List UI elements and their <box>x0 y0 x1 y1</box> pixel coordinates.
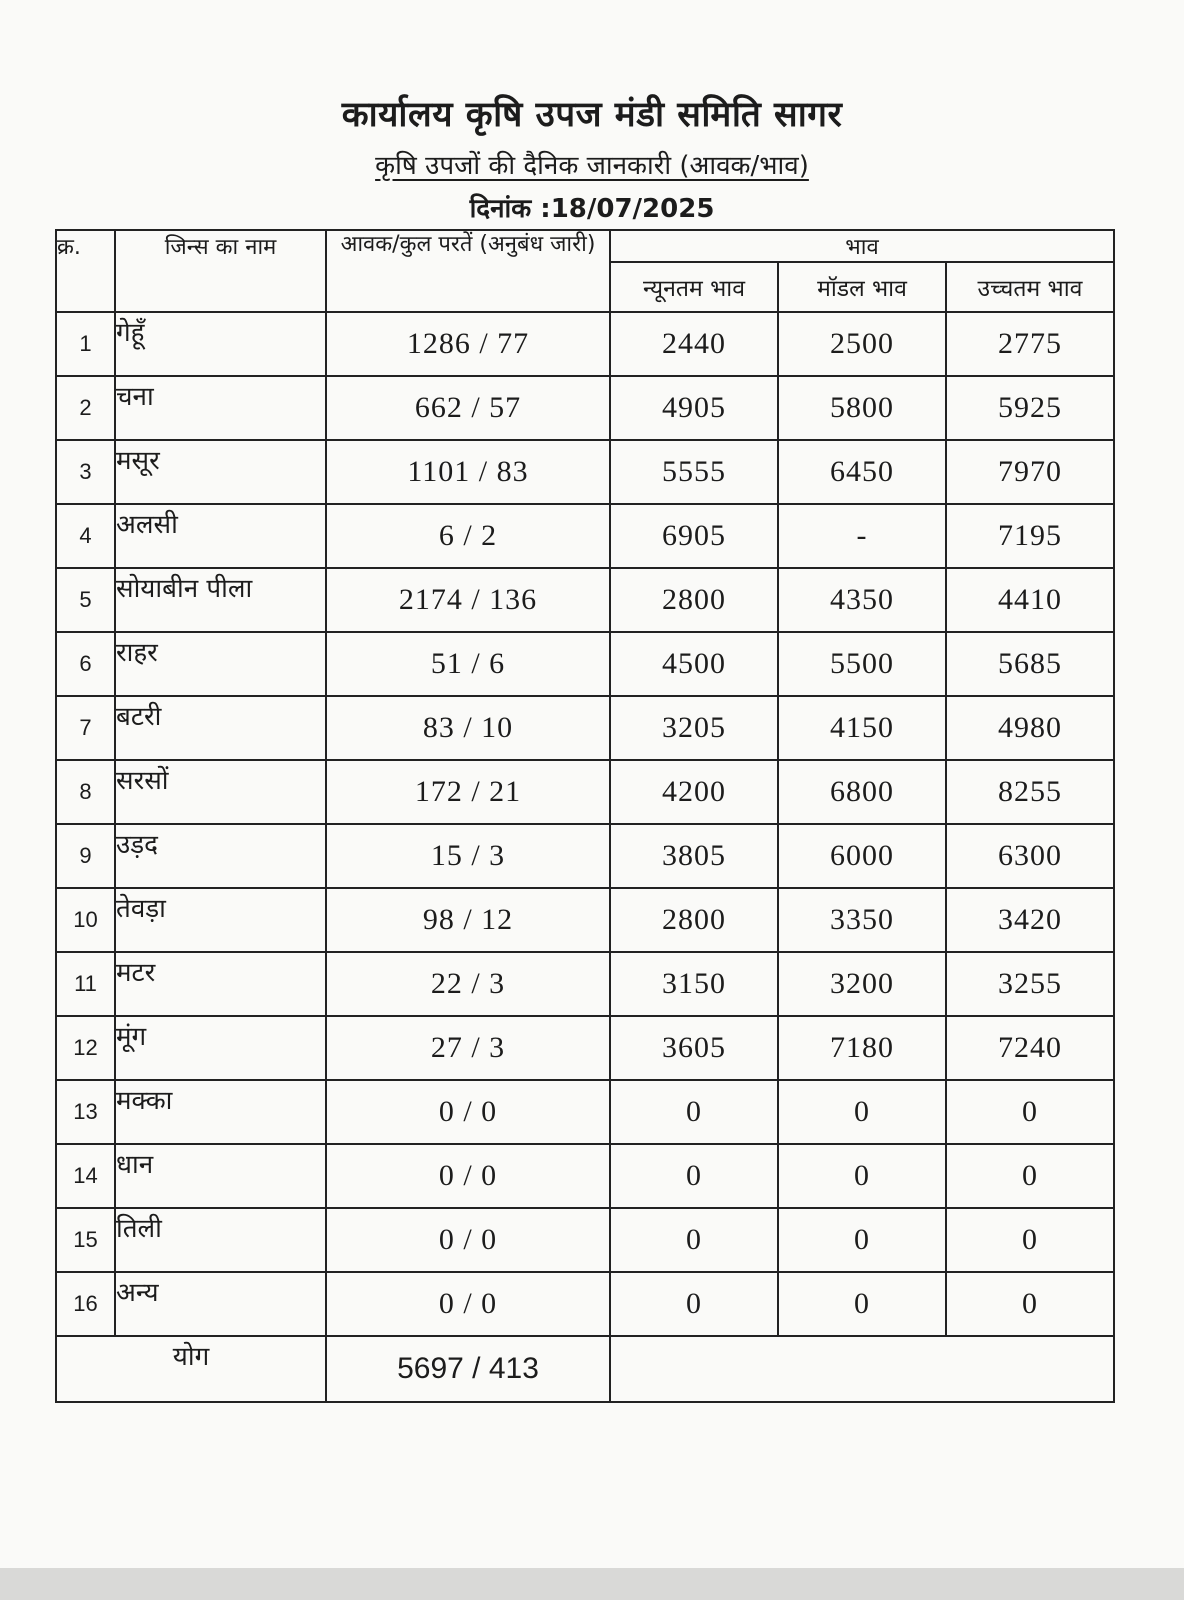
total-empty-cell <box>610 1336 1114 1402</box>
serial-number-cell: 10 <box>56 888 115 952</box>
serial-number-cell: 4 <box>56 504 115 568</box>
model-price-cell: 6450 <box>778 440 946 504</box>
max-price-cell: 0 <box>946 1080 1114 1144</box>
header-price-group: भाव <box>610 230 1114 262</box>
serial-number-cell: 7 <box>56 696 115 760</box>
max-price-cell: 5685 <box>946 632 1114 696</box>
serial-number-cell: 16 <box>56 1272 115 1336</box>
min-price-cell: 2440 <box>610 312 778 376</box>
table-row <box>56 952 1114 1016</box>
arrival-cell: 22 / 3 <box>326 952 610 1016</box>
page-title: कार्यालय कृषि उपज मंडी समिति सागर <box>341 95 843 135</box>
serial-number-cell: 15 <box>56 1208 115 1272</box>
max-price-cell: 0 <box>946 1208 1114 1272</box>
header-model-price: मॉडल भाव <box>778 262 946 312</box>
page-subtitle <box>0 146 1184 182</box>
table-footer <box>56 1336 1114 1402</box>
page-bottom-edge <box>0 1568 1184 1600</box>
min-price-cell: 0 <box>610 1144 778 1208</box>
table-row <box>56 312 1114 376</box>
arrival-cell: 1286 / 77 <box>326 312 610 376</box>
arrival-cell: 98 / 12 <box>326 888 610 952</box>
serial-number-cell: 13 <box>56 1080 115 1144</box>
model-price-cell: 5800 <box>778 376 946 440</box>
table-row <box>56 1016 1114 1080</box>
min-price-cell: 0 <box>610 1080 778 1144</box>
model-price-cell: 4150 <box>778 696 946 760</box>
arrival-cell: 2174 / 136 <box>326 568 610 632</box>
max-price-cell: 7195 <box>946 504 1114 568</box>
max-price-cell: 0 <box>946 1144 1114 1208</box>
min-price-cell: 0 <box>610 1272 778 1336</box>
table-row <box>56 376 1114 440</box>
arrival-cell: 51 / 6 <box>326 632 610 696</box>
arrival-cell: 172 / 21 <box>326 760 610 824</box>
table-row <box>56 824 1114 888</box>
min-price-cell: 4905 <box>610 376 778 440</box>
arrival-cell: 83 / 10 <box>326 696 610 760</box>
min-price-cell: 4500 <box>610 632 778 696</box>
commodity-name-cell: गेहूँ <box>115 312 326 376</box>
table-row <box>56 888 1114 952</box>
max-price-cell: 0 <box>946 1272 1114 1336</box>
commodity-name-cell: सोयाबीन पीला <box>115 568 326 632</box>
arrival-cell: 0 / 0 <box>326 1208 610 1272</box>
commodity-name-cell: मूंग <box>115 1016 326 1080</box>
max-price-cell: 3255 <box>946 952 1114 1016</box>
serial-number-cell: 14 <box>56 1144 115 1208</box>
model-price-cell: 4350 <box>778 568 946 632</box>
min-price-cell: 5555 <box>610 440 778 504</box>
arrival-cell: 15 / 3 <box>326 824 610 888</box>
serial-number-cell: 9 <box>56 824 115 888</box>
header-commodity-name: जिन्स का नाम <box>115 230 326 312</box>
table-row <box>56 760 1114 824</box>
model-price-cell: 3200 <box>778 952 946 1016</box>
table-row <box>56 440 1114 504</box>
table-row <box>56 632 1114 696</box>
serial-number-cell: 12 <box>56 1016 115 1080</box>
serial-number-cell: 8 <box>56 760 115 824</box>
table-row <box>56 696 1114 760</box>
commodity-name-cell: राहर <box>115 632 326 696</box>
table-row <box>56 1144 1114 1208</box>
total-row <box>56 1336 1114 1402</box>
commodity-name-cell: बटरी <box>115 696 326 760</box>
arrival-cell: 1101 / 83 <box>326 440 610 504</box>
model-price-cell: 6800 <box>778 760 946 824</box>
total-label: योग <box>56 1336 326 1402</box>
commodity-name-cell: मटर <box>115 952 326 1016</box>
model-price-cell: 6000 <box>778 824 946 888</box>
serial-number-cell: 5 <box>56 568 115 632</box>
min-price-cell: 3805 <box>610 824 778 888</box>
serial-number-cell: 3 <box>56 440 115 504</box>
max-price-cell: 8255 <box>946 760 1114 824</box>
arrival-cell: 6 / 2 <box>326 504 610 568</box>
model-price-cell: 3350 <box>778 888 946 952</box>
commodity-name-cell: उड़द <box>115 824 326 888</box>
model-price-cell: - <box>778 504 946 568</box>
page-subtitle-text: कृषि उपजों की दैनिक जानकारी (आवक/भाव) <box>375 151 809 181</box>
commodity-name-cell: अलसी <box>115 504 326 568</box>
model-price-cell: 0 <box>778 1144 946 1208</box>
arrival-cell: 0 / 0 <box>326 1272 610 1336</box>
header-max-price: उच्चतम भाव <box>946 262 1114 312</box>
min-price-cell: 3605 <box>610 1016 778 1080</box>
model-price-cell: 5500 <box>778 632 946 696</box>
commodity-name-cell: मक्का <box>115 1080 326 1144</box>
model-price-cell: 2500 <box>778 312 946 376</box>
max-price-cell: 4410 <box>946 568 1114 632</box>
serial-number-cell: 2 <box>56 376 115 440</box>
serial-number-cell: 1 <box>56 312 115 376</box>
commodity-name-cell: तेवड़ा <box>115 888 326 952</box>
table-header <box>56 230 1114 312</box>
max-price-cell: 5925 <box>946 376 1114 440</box>
table-row <box>56 1208 1114 1272</box>
min-price-cell: 2800 <box>610 888 778 952</box>
min-price-cell: 3150 <box>610 952 778 1016</box>
min-price-cell: 4200 <box>610 760 778 824</box>
report-date: दिनांक :18/07/2025 <box>469 194 715 224</box>
max-price-cell: 7970 <box>946 440 1114 504</box>
max-price-cell: 6300 <box>946 824 1114 888</box>
commodity-name-cell: मसूर <box>115 440 326 504</box>
model-price-cell: 0 <box>778 1080 946 1144</box>
total-value: 5697 / 413 <box>326 1336 610 1402</box>
min-price-cell: 6905 <box>610 504 778 568</box>
model-price-cell: 7180 <box>778 1016 946 1080</box>
min-price-cell: 0 <box>610 1208 778 1272</box>
header-min-price: न्यूनतम भाव <box>610 262 778 312</box>
table-row <box>56 1080 1114 1144</box>
serial-number-cell: 11 <box>56 952 115 1016</box>
table-row <box>56 1272 1114 1336</box>
commodity-name-cell: सरसों <box>115 760 326 824</box>
min-price-cell: 3205 <box>610 696 778 760</box>
rates-table <box>55 229 1115 1403</box>
max-price-cell: 3420 <box>946 888 1114 952</box>
arrival-cell: 662 / 57 <box>326 376 610 440</box>
table-body <box>56 312 1114 1336</box>
header-serial-number: क्र. <box>56 230 115 312</box>
arrival-cell: 0 / 0 <box>326 1080 610 1144</box>
table-row <box>56 504 1114 568</box>
commodity-name-cell: धान <box>115 1144 326 1208</box>
max-price-cell: 2775 <box>946 312 1114 376</box>
arrival-cell: 0 / 0 <box>326 1144 610 1208</box>
header-arrival: आवक/कुल परतें (अनुबंध जारी) <box>326 230 610 312</box>
serial-number-cell: 6 <box>56 632 115 696</box>
commodity-name-cell: अन्य <box>115 1272 326 1336</box>
table-row <box>56 568 1114 632</box>
min-price-cell: 2800 <box>610 568 778 632</box>
max-price-cell: 4980 <box>946 696 1114 760</box>
commodity-name-cell: तिली <box>115 1208 326 1272</box>
model-price-cell: 0 <box>778 1272 946 1336</box>
commodity-name-cell: चना <box>115 376 326 440</box>
model-price-cell: 0 <box>778 1208 946 1272</box>
max-price-cell: 7240 <box>946 1016 1114 1080</box>
arrival-cell: 27 / 3 <box>326 1016 610 1080</box>
